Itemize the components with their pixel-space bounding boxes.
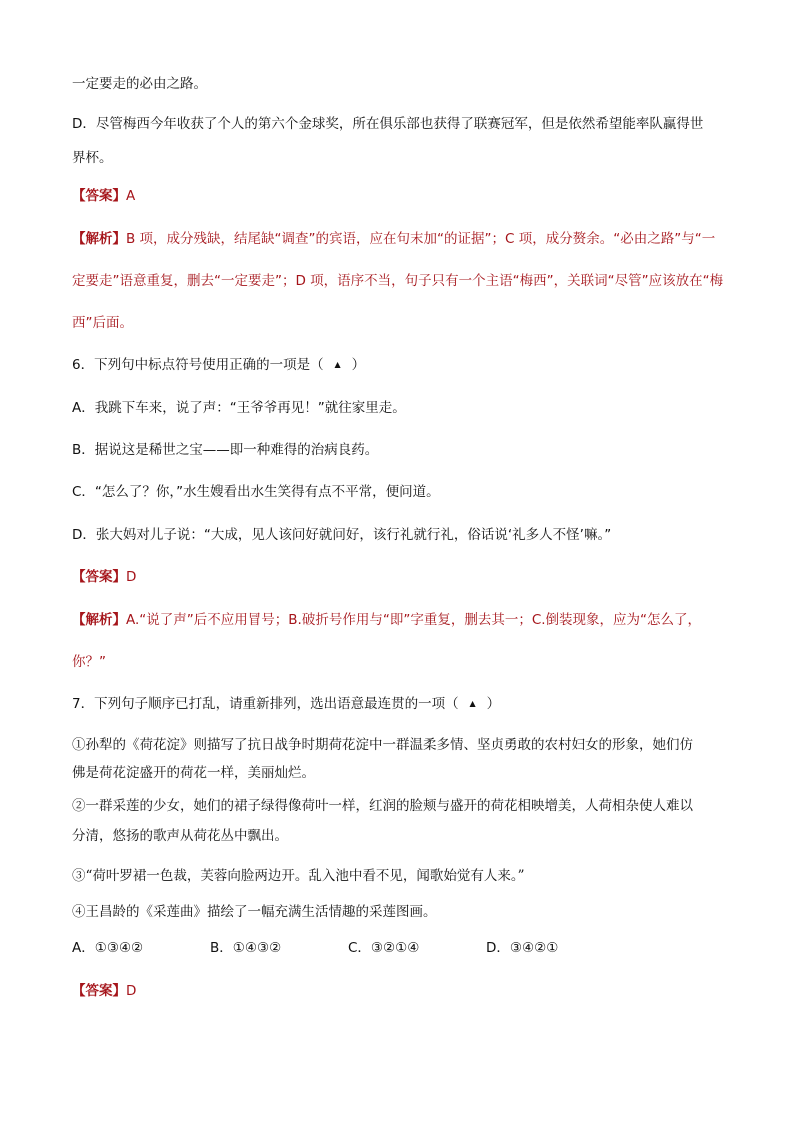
q5-answer (72, 186, 732, 206)
q6-option-a: A．我跳下车来，说了声：“王爷爷再见！”就往家里走。 (72, 400, 406, 416)
q7-sentence-1-line2: 佛是荷花淀盛开的荷花一样，美丽灿烂。 (72, 765, 315, 781)
q7-sentence-2-line2: 分清，悠扬的歌声从荷花丛中飘出。 (72, 828, 288, 844)
q5-analysis-line3: 西”后面。 (72, 315, 133, 331)
q6-stem-close: ） (351, 357, 366, 373)
analysis-text: A.“说了声”后不应用冒号；B.破折号作用与“即”字重复，删去其一；C.倒装现象，应为“怎么了， (126, 612, 702, 628)
q6-stem (72, 355, 732, 375)
q5-option-c-continuation: 一定要走的必由之路。 (72, 76, 207, 92)
blank-marker-icon: ▲ (469, 699, 476, 708)
q7-option-c: C．③②①④ (348, 940, 420, 956)
answer-value: D (126, 983, 137, 999)
q5-analysis-line1 (72, 229, 732, 249)
q7-option-d: D．③④②① (486, 940, 559, 956)
analysis-label: 【解析】 (72, 231, 126, 247)
q7-stem-text: 7．下列句子顺序已打乱，请重新排列，选出语意最连贯的一项（ (72, 696, 459, 712)
analysis-text: B 项，成分残缺，结尾缺“调查”的宾语，应在句末加“的证据”；C 项，成分赘余。“必由之路”与“一 (126, 231, 716, 247)
q7-sentence-2-line1: ②一群采莲的少女，她们的裙子绿得像荷叶一样，红润的脸颊与盛开的荷花相映增美，人荷相杂使人难以 (72, 798, 693, 814)
q6-option-d: D．张大妈对儿子说：“大成，见人该问好就问好，该行礼就行礼，俗话说‘礼多人不怪’嘛。” (72, 527, 612, 543)
q7-options (72, 938, 732, 958)
q6-stem-text: 6．下列句中标点符号使用正确的一项是（ (72, 357, 324, 373)
q7-option-b: B．①④③② (210, 940, 282, 956)
q7-sentence-4: ④王昌龄的《采莲曲》描绘了一幅充满生活情趣的采莲图画。 (72, 904, 437, 920)
answer-value: A (126, 188, 136, 204)
q7-stem (72, 694, 732, 714)
answer-label: 【答案】 (72, 569, 126, 585)
q5-option-d-line1: D．尽管梅西今年收获了个人的第六个金球奖，所在俱乐部也获得了联赛冠军，但是依然希望能率队赢得世 (72, 116, 704, 132)
analysis-label: 【解析】 (72, 612, 126, 628)
q7-answer (72, 981, 732, 1001)
q7-sentence-3: ③“荷叶罗裙一色裁，芙蓉向脸两边开。乱入池中看不见，闻歌始觉有人来。” (72, 868, 525, 884)
q7-sentence-1-line1: ①孙犁的《荷花淀》则描写了抗日战争时期荷花淀中一群温柔多情、坚贞勇敢的农村妇女的形象，她们仿 (72, 737, 693, 753)
q6-option-b: B．据说这是稀世之宝——即一种难得的治病良药。 (72, 442, 379, 458)
q7-stem-close: ） (486, 696, 501, 712)
q6-analysis-line1 (72, 610, 732, 630)
blank-marker-icon: ▲ (334, 360, 341, 369)
q6-option-c: C．“怎么了？你，”水生嫂看出水生笑得有点不平常，便问道。 (72, 484, 440, 500)
answer-label: 【答案】 (72, 983, 126, 999)
answer-value: D (126, 569, 137, 585)
q5-option-d-line2: 界杯。 (72, 150, 113, 166)
q6-answer (72, 567, 732, 587)
answer-label: 【答案】 (72, 188, 126, 204)
q7-option-a: A．①③④② (72, 940, 144, 956)
q6-analysis-line2: 你？” (72, 654, 106, 670)
q5-analysis-line2: 定要走”语意重复，删去“一定要走”；D 项，语序不当，句子只有一个主语“梅西”，关联词“尽管”应该放在“梅 (72, 273, 724, 289)
